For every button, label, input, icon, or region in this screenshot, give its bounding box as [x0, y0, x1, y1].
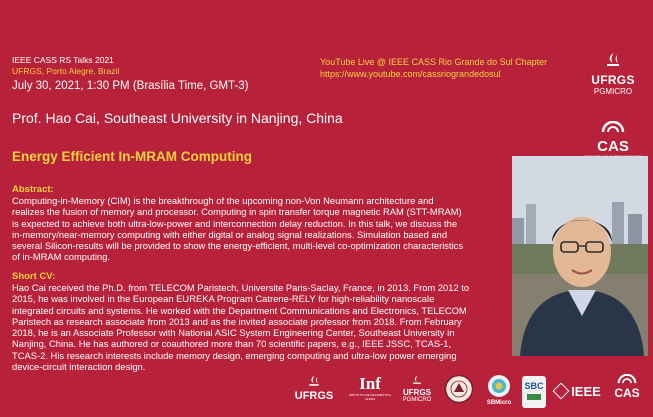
pgmicro-logo-text: PGMICRO	[593, 87, 633, 96]
cv-line: integrated circuits and systems. He worked with the Department Communications and Electronics, TELECOM	[12, 304, 467, 316]
seal-icon	[444, 374, 474, 404]
event-location: UFRGS, Porto Alegre, Brazil	[12, 66, 120, 76]
cv-text	[12, 282, 510, 372]
cv-line: 2018, he is an Associate Professor with National ASIC System Engineering Center, Southeast University in	[12, 327, 455, 339]
cv-section	[12, 271, 510, 372]
livestream-label: YouTube Live @ IEEE CASS Rio Grande do Sul Chapter	[320, 57, 548, 67]
university-seal	[442, 374, 476, 412]
ufrgs-logo-text: UFRGS	[591, 73, 635, 87]
event-series: IEEE CASS RS Talks 2021	[12, 55, 114, 65]
bottom-ufrgs-pgmicro-logo	[397, 374, 437, 412]
abstract-label: Abstract:	[12, 184, 54, 195]
abstract-section	[12, 184, 510, 263]
talk-title: Energy Efficient In-MRAM Computing	[12, 149, 252, 164]
abstract-line: several Silicon-results will be provided to show the energy-efficient, multi-level co-optimization characteristics	[12, 240, 464, 252]
cas-arc-icon	[600, 121, 626, 133]
cv-line: device-circuit interaction design.	[12, 361, 146, 373]
cv-line: Nanjing, China. He has authored or coauthored more than 70 scientific papers, e.g., IEEE JSSC, TCAS-1,	[12, 338, 452, 350]
cv-line: Paristech as research associate from 2013 and as the invited associate professor from 2018. From February	[12, 315, 462, 327]
sbmicro-logo	[481, 374, 517, 412]
speaker-line: Prof. Hao Cai, Southeast University in Nanjing, China	[12, 110, 343, 126]
bottom-ufrgs-text: UFRGS	[294, 390, 334, 402]
sbmicro-icon	[487, 374, 511, 398]
inf-logo-text: Inf	[359, 374, 381, 393]
sbc-badge	[522, 376, 546, 408]
event-datetime: July 30, 2021, 1:30 PM (Brasília Time, GMT-3)	[12, 80, 249, 92]
ufrgs-pgmicro-logo	[583, 52, 643, 96]
ufrgs-flame-icon	[303, 374, 325, 388]
livestream-link[interactable]: https://www.youtube.com/cassriograndedosul	[320, 69, 501, 79]
sbc-stripe	[527, 394, 541, 400]
bottom-ufrgs-logo	[289, 374, 339, 412]
sbc-logo	[520, 374, 548, 412]
ufrgs-flame-icon	[599, 52, 627, 68]
ieee-logo	[553, 374, 603, 412]
abstract-line: Computing-in-Memory (CIM) is the breakthrough of the upcoming non-Von Neumann architecture and	[12, 195, 434, 206]
inf-logo	[347, 374, 393, 412]
cv-line: TCAS-2. His research interests include memory design, emerging computing and ultra-low power emerging	[12, 349, 457, 361]
cv-label: Short CV:	[12, 271, 56, 282]
bottom-cas-text: CAS	[614, 386, 640, 400]
bottom-cas-logo	[607, 374, 647, 412]
abstract-line: is expected to achieve both ultra-low-power and interconnection delay reduction. In this talk, we discuss the	[12, 217, 458, 229]
cas-logo	[583, 120, 643, 159]
sbmicro-text: SBMicro	[486, 400, 512, 406]
sbc-text: SBC	[524, 381, 544, 391]
speaker-photo-image	[512, 156, 648, 356]
abstract-line: of in-MRAM computing.	[12, 251, 110, 263]
speaker-photo	[512, 156, 648, 356]
cv-line: Hao Cai received the Ph.D. from TELECOM Paristech, Universite Paris-Saclay, France, in 2013. From 2012 to	[12, 282, 470, 293]
cas-arc-icon	[616, 374, 638, 384]
abstract-line: in-memory/near-memory computing with either digital or analog signal realizations. Simulation based and	[12, 228, 448, 240]
ieee-diamond-icon	[553, 383, 570, 400]
inf-logo-subtext: INSTITUTO DE INFORMÁTICA UFRGS	[348, 393, 392, 401]
abstract-text	[12, 195, 510, 263]
cas-logo-text: CAS	[597, 138, 629, 155]
ufrgs-flame-icon	[408, 374, 426, 386]
abstract-line: realizes the fusion of memory and processor. Computing in spin transfer torque magnetic RAM (STT-MRAM)	[12, 206, 462, 218]
cv-line: 2015, he was involved in the European EUREKA Program Catrene-RELY for high-reliability nanoscale	[12, 293, 435, 305]
ieee-text: IEEE	[571, 384, 601, 399]
bottom-ufrgs-small-text: UFRGS	[403, 388, 431, 397]
bottom-pgmicro-text: PGMICRO	[402, 397, 432, 403]
livestream-block	[320, 56, 547, 80]
